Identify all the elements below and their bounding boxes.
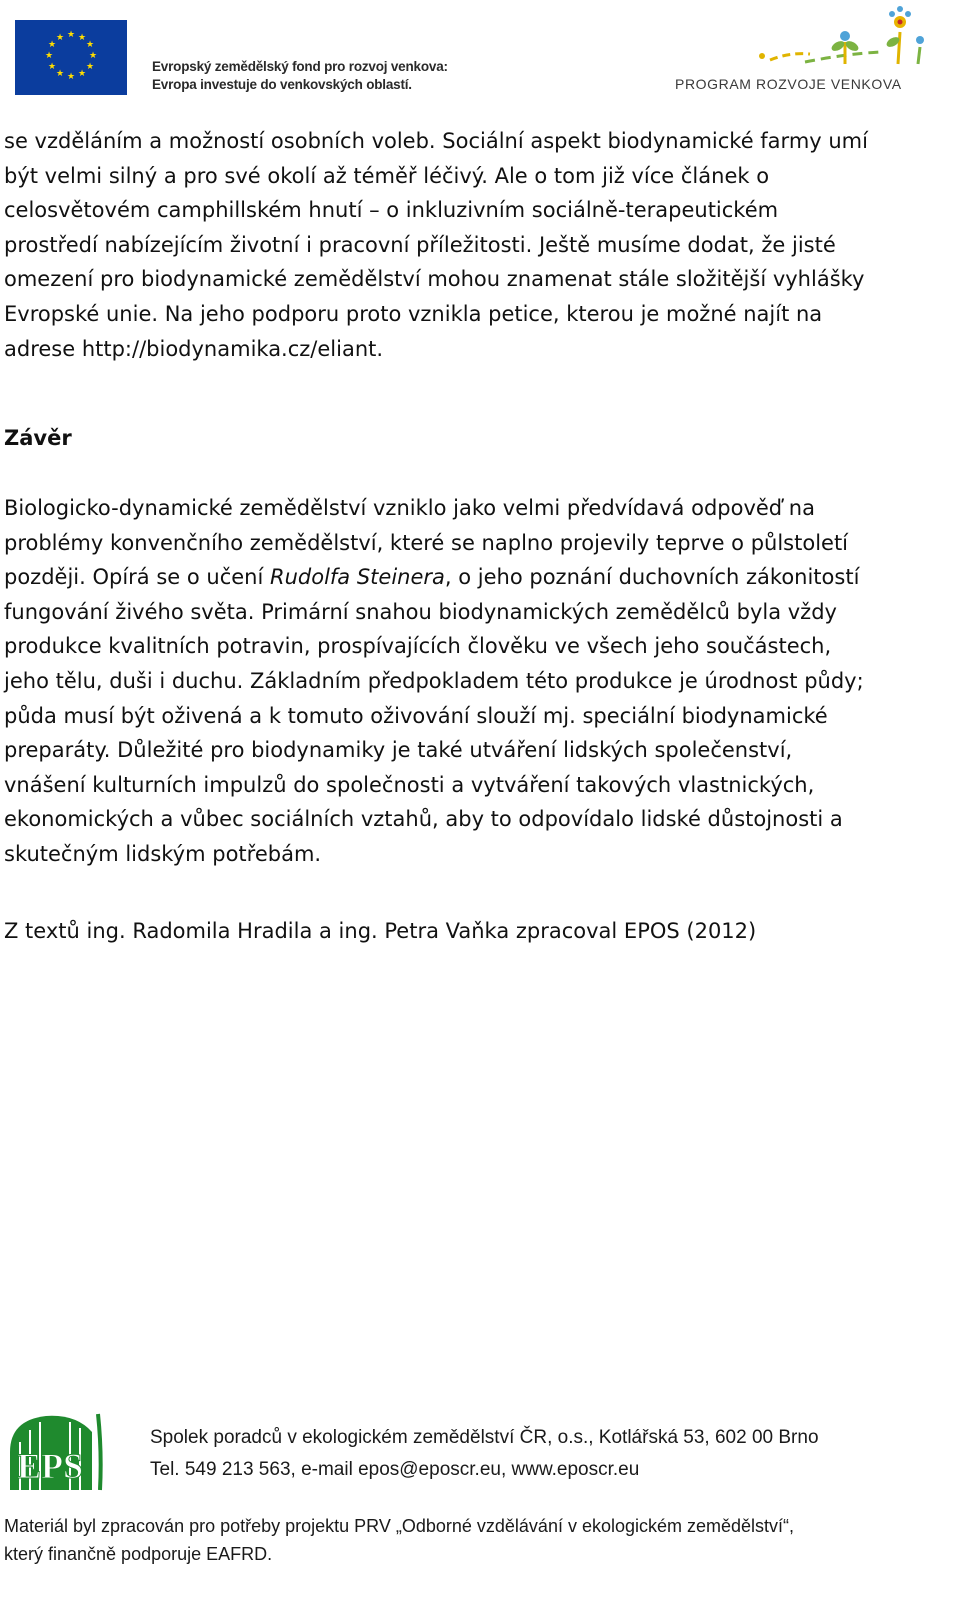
- svg-text:★: ★: [77, 33, 87, 43]
- paragraph-text: [4, 491, 954, 872]
- footer-note-line-2: který finančně podporuje EAFRD.: [4, 1544, 273, 1564]
- text-line: celosvětovém camphillském hnutí – o inkluzivním sociálně-terapeutickém: [4, 198, 779, 223]
- eu-fund-line-1: Evropský zemědělský fond pro rozvoj venkova:: [152, 59, 448, 74]
- prv-flowers-logo-icon: [750, 2, 930, 72]
- text-line: omezení pro biodynamické zemědělství mohou znamenat stále složitější vyhlášky: [4, 267, 865, 292]
- paragraph-text: [4, 124, 954, 366]
- prv-program-title: PROGRAM ROZVOJE VENKOVA: [675, 76, 902, 92]
- page-header: [0, 0, 960, 110]
- text-line: preparáty. Důležité pro biodynamiky je také utváření lidských společenství,: [4, 738, 793, 763]
- svg-text:EPS: EPS: [16, 1446, 84, 1486]
- text-line: fungování živého světa. Primární snahou biodynamických zemědělců byla vždy: [4, 599, 837, 624]
- text-line: být velmi silný a pro své okolí až téměř léčivý. Ale o tom již více článek o: [4, 163, 770, 188]
- eu-flag-logo: [15, 20, 127, 95]
- text-line: jeho tělu, duši i duchu. Základním předpokladem této produkce je úrodnost půdy;: [4, 668, 864, 693]
- text-line: vnášení kulturních impulzů do společnosti a vytváření takových vlastnických,: [4, 772, 815, 797]
- text-fragment: později. Opírá se o učení: [4, 565, 270, 590]
- text-line: půda musí být oživená a k tomuto oživování slouží mj. speciální biodynamické: [4, 703, 828, 728]
- footer-organization: [150, 1422, 819, 1486]
- footer-project-note: [4, 1512, 794, 1568]
- author-signoff: Z textů ing. Radomila Hradila a ing. Petra Vaňka zpracoval EPOS (2012): [4, 919, 757, 943]
- eu-fund-caption: [152, 58, 448, 94]
- eu-fund-line-2: Evropa investuje do venkovských oblastí.: [152, 77, 412, 92]
- svg-text:★: ★: [44, 51, 54, 61]
- footer-address: Spolek poradců v ekologickém zemědělství ČR, o.s., Kotlářská 53, 602 00 Brno: [150, 1427, 819, 1448]
- footer-contact: Tel. 549 213 563, e-mail epos@eposcr.eu, www.eposcr.eu: [150, 1459, 640, 1480]
- eu-stars-icon: [15, 20, 127, 95]
- text-line: produkce kvalitních potravin, prospívajících člověku ve všech jeho součástech,: [4, 634, 832, 659]
- text-line: problémy konvenčního zemědělství, které se naplno projevily teprve o půlstoletí: [4, 530, 849, 555]
- svg-text:★: ★: [85, 62, 95, 72]
- author-name-italic: Rudolfa Steinera: [270, 565, 445, 590]
- svg-text:★: ★: [85, 40, 95, 50]
- svg-text:★: ★: [47, 40, 57, 50]
- svg-text:★: ★: [47, 62, 57, 72]
- epos-logo-icon: [6, 1412, 104, 1492]
- text-line: [4, 560, 954, 595]
- svg-text:★: ★: [55, 33, 65, 43]
- text-line: prostředí nabízejícím životní i pracovní příležitosti. Ještě musíme dodat, že jisté: [4, 232, 836, 257]
- paragraph-conclusion: [4, 491, 954, 872]
- paragraph-intro: [4, 124, 954, 366]
- text-line: se vzděláním a možností osobních voleb. Sociální aspekt biodynamické farmy umí: [4, 129, 868, 153]
- text-line: Evropské unie. Na jeho podporu proto vznikla petice, kterou je možné najít na: [4, 301, 823, 326]
- svg-text:★: ★: [55, 69, 65, 79]
- text-line: ekonomických a vůbec sociálních vztahů, aby to odpovídalo lidské důstojnosti a: [4, 807, 843, 832]
- text-line: skutečným lidským potřebám.: [4, 841, 322, 866]
- section-heading-zaver: Závěr: [4, 426, 72, 450]
- text-line: adrese http://biodynamika.cz/eliant.: [4, 336, 384, 361]
- svg-text:★: ★: [66, 72, 76, 82]
- footer-note-line-1: Materiál byl zpracován pro potřeby projektu PRV „Odborné vzdělávání v ekologickém zemědělství“,: [4, 1516, 795, 1536]
- text-fragment: , o jeho poznání duchovních zákonitostí: [444, 565, 860, 590]
- text-line: Biologicko-dynamické zemědělství vzniklo jako velmi předvídavá odpověď na: [4, 496, 815, 520]
- svg-text:★: ★: [66, 30, 76, 40]
- svg-text:★: ★: [77, 69, 87, 79]
- svg-text:★: ★: [88, 51, 98, 61]
